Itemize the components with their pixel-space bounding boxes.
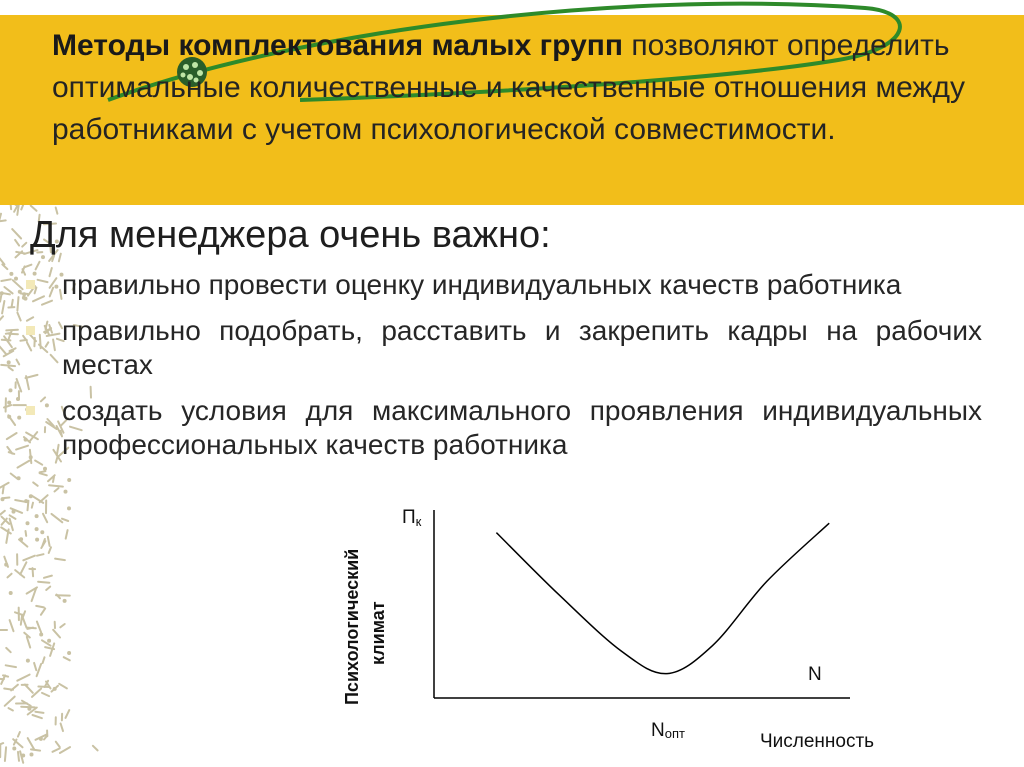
pattern-node [9, 272, 13, 276]
pattern-stroke [66, 530, 68, 539]
pattern-node [40, 530, 44, 534]
pattern-node [12, 510, 16, 514]
pattern-stroke [17, 313, 20, 321]
pattern-stroke [35, 461, 42, 465]
pattern-stroke [0, 344, 6, 354]
pattern-node [26, 521, 30, 525]
pattern-stroke [5, 747, 6, 761]
pattern-stroke [22, 611, 25, 618]
pattern-stroke [33, 296, 44, 301]
pattern-stroke [50, 288, 53, 297]
pattern-stroke [17, 379, 22, 392]
pattern-stroke [16, 446, 28, 450]
pattern-node [22, 292, 26, 296]
pattern-node [16, 397, 20, 401]
pattern-stroke [0, 678, 4, 679]
pattern-stroke [43, 657, 45, 663]
pattern-node [39, 737, 43, 741]
pattern-stroke [55, 559, 65, 561]
pattern-stroke [17, 360, 20, 365]
pattern-stroke [3, 486, 4, 493]
bullet-item [62, 314, 982, 382]
pattern-stroke [50, 268, 52, 276]
climate-vs-size-chart [330, 500, 930, 767]
pattern-stroke [49, 547, 51, 553]
pattern-stroke [12, 300, 13, 307]
pattern-stroke [10, 620, 14, 631]
pattern-node [54, 285, 58, 289]
pattern-stroke [37, 554, 44, 556]
pattern-node [21, 754, 25, 758]
pattern-stroke [7, 433, 17, 439]
pattern-node [22, 296, 26, 300]
pattern-node [63, 599, 67, 603]
pattern-node [29, 455, 33, 459]
pattern-node [67, 651, 71, 655]
pattern-node [7, 360, 11, 364]
pattern-node [17, 416, 21, 420]
bullet-text: создать условия для максимального проявления индивидуальных профессиональных качеств работника [62, 395, 982, 460]
pattern-node [24, 499, 28, 503]
pattern-stroke [22, 243, 26, 247]
pattern-stroke [3, 293, 10, 294]
pattern-stroke [6, 665, 16, 667]
pattern-stroke [43, 514, 47, 522]
pattern-stroke [23, 556, 35, 561]
pattern-stroke [38, 280, 48, 282]
bullet-item [62, 268, 982, 302]
pattern-stroke [15, 240, 19, 246]
pattern-stroke [38, 687, 49, 688]
pattern-stroke [25, 685, 33, 693]
pattern-node [19, 537, 23, 541]
pattern-stroke [27, 317, 33, 321]
pattern-node [35, 538, 39, 542]
pattern-stroke [30, 432, 38, 441]
pattern-stroke [93, 746, 98, 751]
pattern-node [0, 291, 4, 295]
pattern-stroke [33, 715, 42, 718]
pattern-stroke [0, 316, 3, 326]
pattern-node [35, 527, 39, 531]
bullet-text: правильно провести оценку индивидуальных качеств работника [62, 269, 902, 300]
pattern-stroke [53, 748, 60, 751]
chart-y-axis-title-line2: климат [368, 601, 388, 665]
pattern-node [43, 467, 47, 471]
pattern-stroke [42, 301, 52, 305]
chart-x-axis-title: Численность [760, 731, 875, 752]
pattern-stroke [21, 707, 35, 708]
pattern-stroke [6, 648, 11, 652]
pattern-stroke [62, 519, 68, 521]
pattern-stroke [17, 675, 29, 681]
pattern-node [7, 401, 11, 405]
pattern-stroke [10, 348, 16, 351]
pattern-node [47, 639, 51, 643]
bullet-marker-icon [26, 326, 35, 335]
pattern-node [67, 478, 71, 482]
chart-y-axis-title-line1: Психологический [342, 548, 362, 705]
pattern-stroke [13, 280, 23, 289]
pattern-node [35, 514, 39, 518]
chart-x-tick-sub: опт [664, 726, 685, 741]
pattern-stroke [38, 582, 49, 583]
pattern-stroke [27, 343, 31, 351]
pattern-node [9, 591, 13, 595]
pattern-stroke [16, 252, 25, 254]
pattern-node [18, 290, 22, 294]
pattern-stroke [18, 732, 20, 737]
bullet-marker-icon [26, 280, 35, 289]
pattern-stroke [66, 710, 70, 718]
bullet-text: правильно подобрать, расставить и закрепить кадры на рабочих местах [62, 315, 982, 380]
pattern-stroke [55, 488, 59, 491]
pattern-node [24, 438, 28, 442]
pattern-stroke [11, 474, 17, 479]
pattern-stroke [52, 514, 63, 522]
bullet-item [62, 394, 982, 462]
chart-y-axis-symbol-sub: к [415, 514, 422, 529]
pattern-stroke [0, 256, 4, 264]
pattern-stroke [11, 685, 18, 691]
pattern-stroke [40, 471, 46, 472]
pattern-stroke [26, 531, 27, 536]
pattern-stroke [26, 375, 38, 378]
pattern-stroke [20, 562, 26, 574]
bullet-marker-icon [26, 406, 35, 415]
pattern-stroke [0, 295, 1, 301]
pattern-stroke [53, 630, 60, 638]
pattern-stroke [37, 622, 41, 633]
pattern-stroke [46, 342, 49, 346]
pattern-node [33, 272, 37, 276]
pattern-node [30, 753, 34, 757]
pattern-stroke [60, 624, 64, 627]
pattern-stroke [56, 742, 60, 747]
pattern-stroke [64, 657, 70, 660]
section-heading: Для менеджера очень важно: [30, 214, 551, 256]
pattern-stroke [33, 482, 38, 485]
pattern-stroke [42, 693, 49, 696]
pattern-stroke [36, 606, 44, 608]
pattern-stroke [27, 628, 36, 629]
pattern-stroke [12, 229, 21, 238]
pattern-stroke [59, 684, 67, 689]
pattern-stroke [56, 457, 58, 463]
pattern-node [4, 563, 8, 567]
pattern-node [64, 490, 68, 494]
pattern-node [45, 403, 49, 407]
pattern-stroke [40, 473, 47, 475]
pattern-node [27, 707, 31, 711]
pattern-stroke [1, 220, 6, 221]
chart-x-tick-label [651, 720, 685, 741]
pattern-node [53, 687, 57, 691]
pattern-stroke [1, 279, 11, 281]
pattern-stroke [18, 461, 30, 468]
pattern-node [29, 494, 33, 498]
pattern-stroke [9, 367, 13, 370]
pattern-stroke [6, 330, 18, 331]
pattern-stroke [51, 355, 58, 363]
pattern-node [67, 506, 71, 510]
chart-y-axis-symbol [402, 507, 422, 529]
pattern-stroke [35, 712, 43, 713]
pattern-stroke [34, 663, 36, 670]
pattern-node [26, 659, 30, 663]
chart-series-line [496, 523, 829, 673]
slide-title [52, 25, 1002, 151]
pattern-node [7, 415, 11, 419]
pattern-stroke [28, 738, 34, 749]
pattern-stroke [17, 297, 18, 310]
pattern-node [39, 633, 43, 637]
pattern-stroke [57, 445, 59, 456]
pattern-stroke [8, 574, 12, 578]
pattern-stroke [1, 365, 15, 366]
pattern-stroke [5, 697, 15, 706]
pattern-stroke [60, 747, 70, 753]
pattern-stroke [46, 587, 50, 590]
pattern-node [17, 476, 21, 480]
pattern-stroke [32, 503, 33, 508]
pattern-stroke [48, 537, 50, 546]
pattern-stroke [49, 485, 63, 486]
pattern-stroke [41, 397, 45, 401]
chart-y-axis-symbol-main: П [402, 507, 416, 528]
pattern-stroke [9, 334, 18, 335]
pattern-stroke [61, 724, 63, 732]
pattern-stroke [41, 608, 45, 614]
chart-x-axis-symbol: N [808, 664, 822, 685]
pattern-stroke [2, 301, 4, 313]
pattern-stroke [44, 576, 52, 578]
pattern-stroke [36, 262, 40, 270]
chart-x-tick-main: N [651, 720, 665, 741]
pattern-node [9, 388, 13, 392]
bullet-list [62, 268, 982, 474]
pattern-stroke [31, 749, 40, 750]
pattern-stroke [4, 287, 12, 293]
pattern-node [1, 497, 5, 501]
pattern-node [12, 747, 16, 751]
pattern-stroke [20, 340, 26, 341]
pattern-stroke [53, 340, 55, 351]
pattern-stroke [25, 265, 32, 268]
pattern-stroke [18, 752, 19, 761]
slide-title-bold: Методы комплектования малых групп [52, 29, 624, 62]
pattern-stroke [9, 708, 13, 710]
pattern-stroke [10, 519, 13, 531]
pattern-node [14, 277, 18, 281]
slide-title-rest: позволяют определить оптимальные количественные и качественные отношения между работниками с учетом психологической совместимости. [52, 29, 966, 146]
pattern-stroke [42, 539, 45, 546]
